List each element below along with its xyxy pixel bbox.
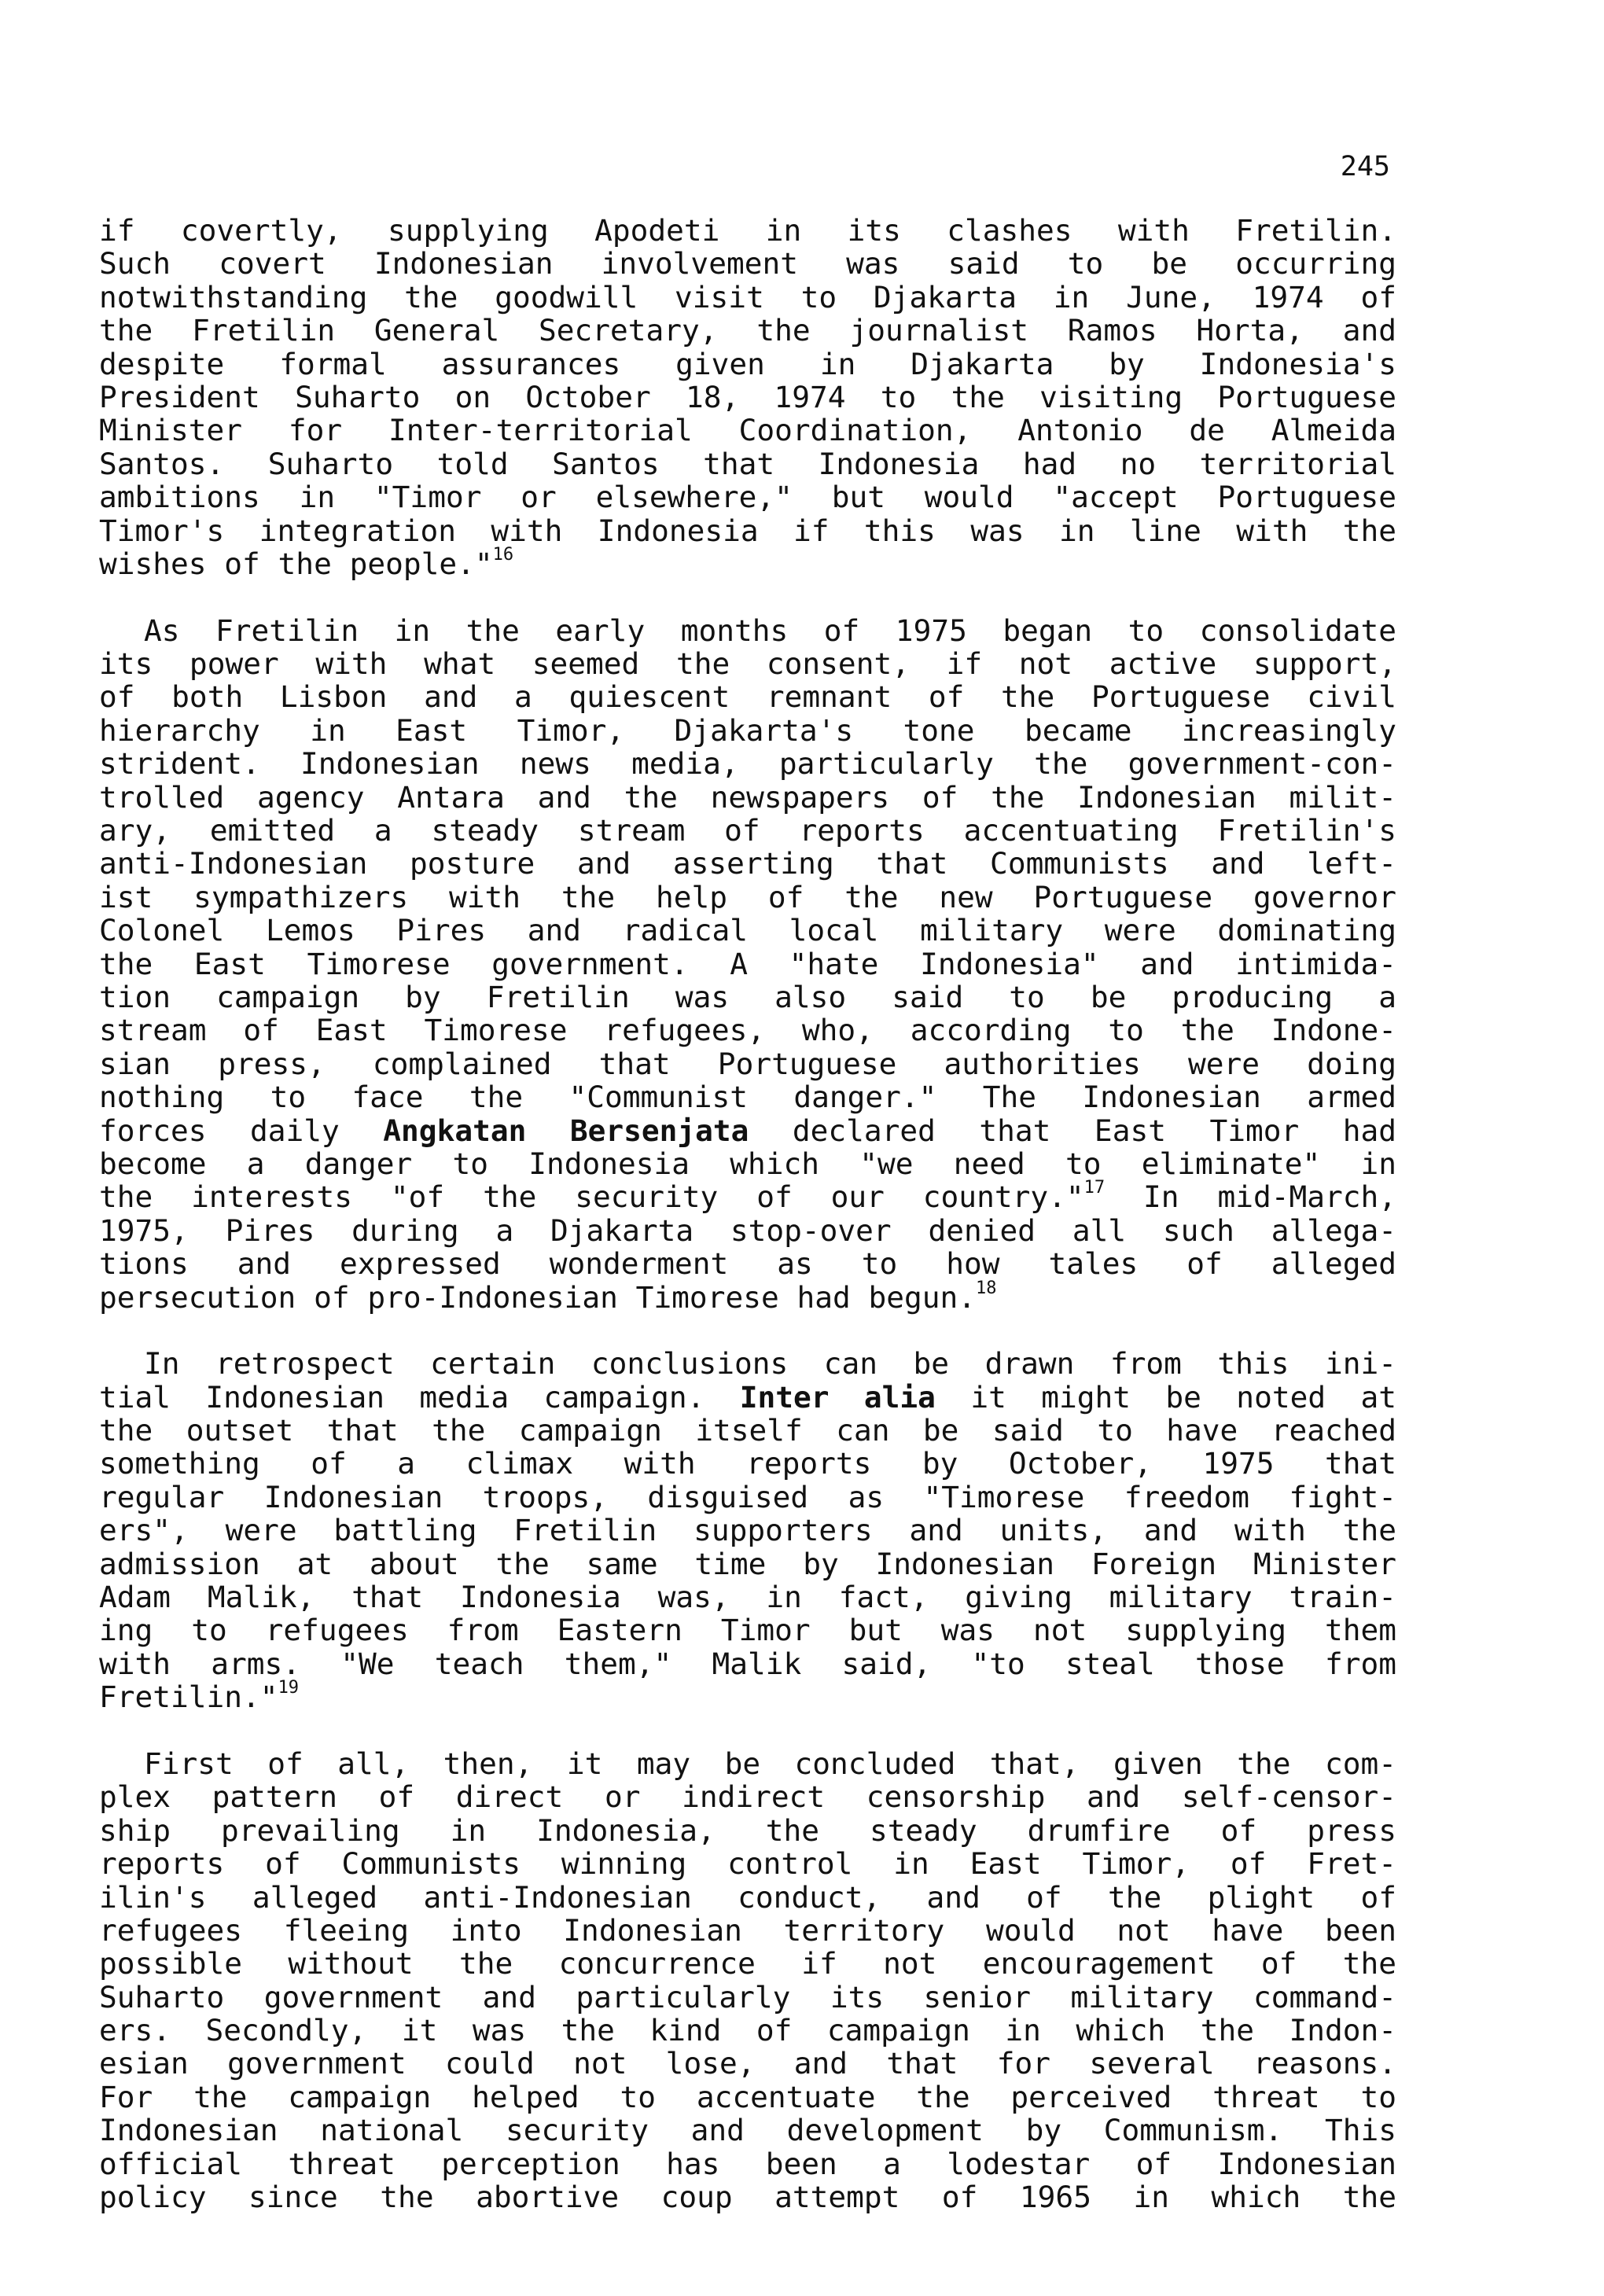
text-line: tion campaign by Fretilin was also said to be producing a <box>99 979 1396 1014</box>
text-line: ist sympathizers with the help of the new Portuguese governor <box>99 879 1396 914</box>
text-line: regular Indonesian troops, disguised as "Timorese freedom fight- <box>99 1479 1396 1514</box>
text-line: trolled agency Antara and the newspapers of the Indonesian milit- <box>99 779 1396 815</box>
text-line: if covertly, supplying Apodeti in its clashes with Fretilin. <box>99 213 1396 248</box>
text-line: Timor's integration with Indonesia if this was in line with the <box>99 513 1396 548</box>
text-line: stream of East Timorese refugees, who, according to the Indone- <box>99 1013 1396 1048</box>
text-line: ilin's alleged anti-Indonesian conduct, and of the plight of <box>99 1879 1396 1915</box>
text-line: admission at about the same time by Indonesian Foreign Minister <box>99 1546 1396 1581</box>
text-line: notwithstanding the goodwill visit to Djakarta in June, 1974 of <box>99 279 1396 315</box>
text-line: ary, emitted a steady stream of reports accentuating Fretilin's <box>99 813 1396 848</box>
footnote-marker: 19 <box>278 1678 300 1698</box>
body-text <box>99 214 1396 2247</box>
text-line: something of a climax with reports by October, 1975 that <box>99 1446 1396 1481</box>
text-line: its power with what seemed the consent, if not active support, <box>99 646 1396 682</box>
text-line: forces daily Angkatan Bersenjata declared that East Timor had <box>99 1113 1396 1148</box>
text-line: possible without the concurrence if not encouragement of the <box>99 1946 1396 1981</box>
footnote-marker: 18 <box>976 1278 997 1298</box>
text-line: the interests "of the security of our country."$^{17}$ In mid-March, <box>99 1178 1396 1215</box>
text-line: despite formal assurances given in Djakarta by Indonesia's <box>99 346 1396 381</box>
paragraph <box>99 1747 1396 2213</box>
text-line: ambitions in "Timor or elsewhere," but would "accept Portuguese <box>99 480 1396 515</box>
text-line: tial Indonesian media campaign. Inter alia it might be noted at <box>99 1379 1396 1415</box>
text-line: Minister for Inter-territorial Coordination, Antonio de Almeida <box>99 413 1396 448</box>
text-line: As Fretilin in the early months of 1975 began to consolidate <box>144 613 1396 648</box>
text-line: persecution of pro-Indonesian Timorese had begun.$^{18}$ <box>99 1278 997 1315</box>
text-line: sian press, complained that Portuguese authorities were doing <box>99 1046 1396 1081</box>
text-line: ers", were battling Fretilin supporters and units, and with the <box>99 1513 1396 1548</box>
text-line: Colonel Lemos Pires and radical local military were dominating <box>99 913 1396 948</box>
text-line: Suharto government and particularly its senior military command- <box>99 1979 1396 2015</box>
text-line: Adam Malik, that Indonesia was, in fact, giving military train- <box>99 1580 1396 1615</box>
text-line: refugees fleeing into Indonesian territory would not have been <box>99 1912 1396 1948</box>
text-line: the East Timorese government. A "hate Indonesia" and intimida- <box>99 946 1396 981</box>
paragraph <box>99 1347 1396 1713</box>
text-line: In retrospect certain conclusions can be drawn from this ini- <box>144 1346 1396 1382</box>
text-line: ship prevailing in Indonesia, the steady drumfire of press <box>99 1812 1396 1848</box>
text-line: First of all, then, it may be concluded that, given the com- <box>144 1746 1396 1781</box>
text-line: Such covert Indonesian involvement was said to be occurring <box>99 246 1396 281</box>
text-line: nothing to face the "Communist danger." The Indonesian armed <box>99 1080 1396 1115</box>
text-line: the Fretilin General Secretary, the journalist Ramos Horta, and <box>99 313 1396 348</box>
text-line: the outset that the campaign itself can be said to have reached <box>99 1413 1396 1448</box>
text-line: ing to refugees from Eastern Timor but was not supplying them <box>99 1613 1396 1648</box>
text-line: plex pattern of direct or indirect censorship and self-censor- <box>99 1779 1396 1815</box>
text-line: strident. Indonesian news media, particularly the government-con- <box>99 746 1396 782</box>
text-line: esian government could not lose, and that for several reasons. <box>99 2046 1396 2081</box>
text-line: tions and expressed wonderment as to how tales of alleged <box>99 1246 1396 1282</box>
text-line: official threat perception has been a lodestar of Indonesian <box>99 2146 1396 2181</box>
footnote-marker: 17 <box>1083 1178 1106 1198</box>
page-number: 245 <box>1340 151 1390 182</box>
paragraph <box>99 214 1396 580</box>
text-line: Indonesian national security and development by Communism. This <box>99 2113 1396 2148</box>
text-line: policy since the abortive coup attempt of 1965 in which the <box>99 2180 1396 2215</box>
text-line: of both Lisbon and a quiescent remnant of the Portuguese civil <box>99 679 1396 715</box>
paragraph <box>99 614 1396 1314</box>
text-line: hierarchy in East Timor, Djakarta's tone became increasingly <box>99 712 1396 748</box>
text-line: anti-Indonesian posture and asserting that Communists and left- <box>99 846 1396 881</box>
text-line: ers. Secondly, it was the kind of campaign in which the Indon- <box>99 2013 1396 2048</box>
text-line: become a danger to Indonesia which "we need to eliminate" in <box>99 1146 1396 1181</box>
text-line: with arms. "We teach them," Malik said, "to steal those from <box>99 1646 1396 1681</box>
text-line: reports of Communists winning control in East Timor, of Fret- <box>99 1846 1396 1882</box>
text-line: President Suharto on October 18, 1974 to the visiting Portuguese <box>99 379 1396 414</box>
footnote-marker: 16 <box>492 544 514 565</box>
text-line: Fretilin."$^{19}$ <box>99 1678 300 1715</box>
text-line: 1975, Pires during a Djakarta stop-over denied all such allega- <box>99 1212 1396 1248</box>
text-line: wishes of the people."$^{16}$ <box>99 544 514 581</box>
text-line: For the campaign helped to accentuate the perceived threat to <box>99 2079 1396 2114</box>
text-line: Santos. Suharto told Santos that Indonesia had no territorial <box>99 446 1396 481</box>
